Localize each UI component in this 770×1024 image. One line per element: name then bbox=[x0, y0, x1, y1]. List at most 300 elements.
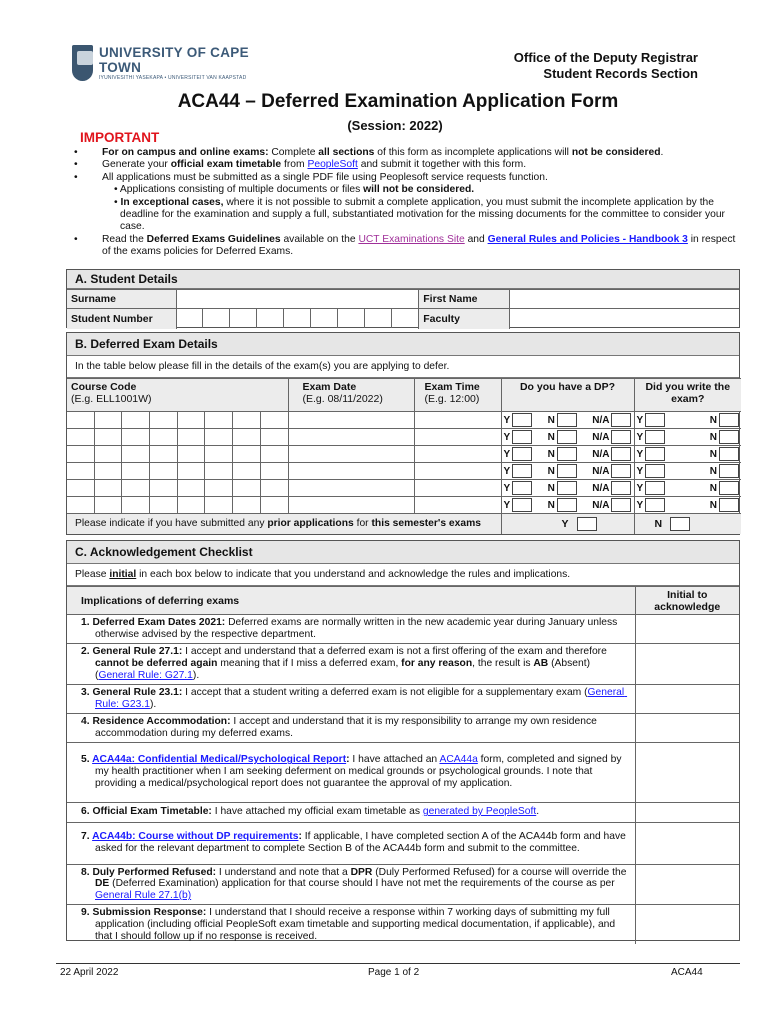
text-segment: Generate your bbox=[102, 159, 171, 171]
item-paragraph bbox=[73, 646, 631, 681]
wrote-option-group bbox=[637, 481, 740, 495]
course-code-char[interactable] bbox=[205, 480, 233, 496]
item-paragraph bbox=[73, 907, 631, 942]
item-paragraph bbox=[73, 831, 631, 855]
checkbox-wrote-no[interactable] bbox=[719, 447, 739, 461]
option-wrote-no bbox=[710, 430, 739, 444]
student-number-digit[interactable] bbox=[338, 309, 365, 328]
text-segment: (Duly Performed Refused) for a course will override the bbox=[372, 866, 630, 878]
checkbox-dp-yes[interactable] bbox=[512, 464, 532, 478]
option-label: N bbox=[547, 482, 555, 494]
text-segment: form, completed and signed by my health practitioner when I am seeking deferment on medical grounds or psychological grounds. I note that providing a medical/psychological report does not guarantee the approval of my application. bbox=[95, 754, 625, 789]
text-segment: For on campus and online exams: bbox=[102, 147, 269, 158]
exam-row bbox=[67, 412, 741, 429]
text-segment: where it is not possible to submit a complete application, you must submit the incomplete application by the deadline for the examination and supply a full, substantiated motivation for the missing documents for the committee to consider your case. bbox=[120, 196, 728, 233]
initial-box[interactable] bbox=[635, 615, 739, 644]
course-code-char[interactable] bbox=[205, 412, 233, 428]
option-dp-yes bbox=[504, 413, 533, 427]
text-segment: ). bbox=[192, 669, 200, 681]
initial-box[interactable] bbox=[635, 685, 739, 714]
wrote-option-group bbox=[637, 413, 740, 427]
course-code-char[interactable] bbox=[233, 429, 261, 445]
dp-option-group bbox=[504, 447, 632, 461]
important-list bbox=[66, 147, 746, 259]
checklist-item-text bbox=[67, 802, 635, 822]
student-number-field[interactable] bbox=[176, 309, 419, 329]
bullet-item bbox=[66, 172, 746, 184]
checkbox-wrote-no[interactable] bbox=[719, 430, 739, 444]
checkbox-wrote-no[interactable] bbox=[719, 481, 739, 495]
text-segment: I have attached my official exam timetable as bbox=[211, 806, 423, 818]
wrote-exam-options bbox=[634, 412, 741, 429]
option-dp-na bbox=[592, 464, 631, 478]
exam-date-field[interactable] bbox=[288, 412, 414, 429]
prior-no-cell bbox=[634, 514, 741, 534]
option-dp-no bbox=[548, 481, 577, 495]
text-segment: I understand that I should receive a response within 7 working days of submitting my full application (including official PeopleSoft exam timetable and supporting medical documentation, if applicable), and that I should follow up if no response is received. bbox=[95, 906, 618, 942]
checkbox-wrote-yes[interactable] bbox=[645, 447, 665, 461]
office-heading bbox=[514, 50, 698, 82]
option-label: N bbox=[709, 448, 717, 460]
text-segment: 2. General Rule 27.1: bbox=[81, 646, 183, 658]
checkbox-dp-no[interactable] bbox=[557, 430, 577, 444]
text-segment: In exceptional cases, bbox=[120, 196, 224, 208]
option-wrote-no bbox=[710, 413, 739, 427]
option-wrote-yes bbox=[637, 498, 666, 512]
checkbox-dp-yes[interactable] bbox=[512, 447, 532, 461]
text-segment: not be considered bbox=[571, 147, 661, 158]
course-code-char[interactable] bbox=[205, 463, 233, 479]
sub-bullet-item bbox=[66, 197, 746, 234]
section-deferred-exam-details bbox=[66, 332, 740, 535]
option-label: Y bbox=[636, 465, 644, 477]
link[interactable]: General Rule: G23.1 bbox=[95, 687, 628, 710]
student-number-digit[interactable] bbox=[230, 309, 257, 328]
wrote-exam-options bbox=[634, 480, 741, 497]
course-code-char[interactable] bbox=[178, 429, 206, 445]
course-code-char[interactable] bbox=[95, 429, 123, 445]
text-segment: DPR bbox=[350, 866, 373, 878]
exam-time-field[interactable] bbox=[414, 412, 501, 429]
wrote-exam-options bbox=[634, 497, 741, 514]
option-label: Y bbox=[503, 465, 511, 477]
link[interactable]: ACA44a bbox=[439, 754, 478, 766]
checkbox-wrote-yes[interactable] bbox=[645, 464, 665, 478]
course-code-char[interactable] bbox=[67, 480, 95, 496]
initial-box[interactable] bbox=[635, 822, 739, 864]
bullet-item bbox=[66, 159, 746, 171]
exam-date-field[interactable] bbox=[288, 463, 414, 480]
text-segment: and bbox=[464, 233, 488, 245]
prior-applications-question bbox=[67, 514, 501, 534]
initial-box[interactable] bbox=[635, 904, 739, 944]
dp-options bbox=[501, 480, 634, 497]
option-dp-no bbox=[548, 447, 577, 461]
link[interactable]: General Rule: G27.1 bbox=[98, 669, 193, 681]
text-segment: in respect of the exams policies for Deferred Exams. bbox=[102, 233, 739, 258]
checklist-item-text bbox=[67, 685, 635, 714]
wrote-exam-options bbox=[634, 429, 741, 446]
course-code-char[interactable] bbox=[67, 446, 95, 462]
checkbox-prior-yes[interactable] bbox=[577, 517, 597, 531]
link[interactable]: generated by PeopleSoft bbox=[422, 806, 537, 818]
section-b-instruction: In the table below please fill in the details of the exam(s) you are applying to defer. bbox=[67, 356, 739, 378]
course-code-char[interactable] bbox=[122, 412, 150, 428]
page-footer bbox=[56, 963, 740, 978]
checkbox-wrote-no[interactable] bbox=[719, 464, 739, 478]
section-c-instruction bbox=[67, 564, 739, 586]
checkbox-dp-na[interactable] bbox=[611, 498, 631, 512]
option-label: Y bbox=[503, 448, 511, 460]
text-segment: , the result is bbox=[472, 658, 534, 670]
initial-box[interactable] bbox=[635, 864, 739, 904]
text-segment: will not be considered. bbox=[363, 184, 475, 196]
wrote-exam-options bbox=[634, 446, 741, 463]
option-label: N/A bbox=[592, 448, 610, 460]
exam-time-hint: (E.g. 12:00) bbox=[424, 393, 480, 405]
text-segment: AB bbox=[533, 658, 549, 670]
text-segment: Please bbox=[75, 569, 110, 580]
checklist-item bbox=[67, 742, 739, 802]
surname-field[interactable] bbox=[176, 290, 419, 309]
student-number-digit[interactable] bbox=[203, 309, 230, 328]
course-code-char[interactable] bbox=[122, 497, 150, 513]
initial-box[interactable] bbox=[635, 802, 739, 822]
course-code-char[interactable] bbox=[122, 446, 150, 462]
student-number-digit[interactable] bbox=[392, 309, 418, 328]
option-dp-yes bbox=[504, 464, 533, 478]
course-code-field[interactable] bbox=[67, 497, 288, 514]
course-code-char[interactable] bbox=[67, 463, 95, 479]
checklist-item bbox=[67, 904, 739, 944]
link[interactable]: General Rules and Policies - Handbook 3 bbox=[487, 233, 688, 245]
course-code-char[interactable] bbox=[95, 497, 123, 513]
checkbox-wrote-no[interactable] bbox=[719, 413, 739, 427]
text-segment: 3. General Rule 23.1: bbox=[81, 687, 183, 699]
initial-box[interactable] bbox=[635, 644, 739, 685]
course-code-char[interactable] bbox=[178, 480, 206, 496]
exam-row bbox=[67, 463, 741, 480]
bullet-item bbox=[66, 234, 746, 259]
checklist-item bbox=[67, 802, 739, 822]
checkbox-wrote-yes[interactable] bbox=[645, 481, 665, 495]
first-name-field[interactable] bbox=[510, 290, 739, 309]
course-code-char[interactable] bbox=[178, 497, 206, 513]
text-segment: in each box below to indicate that you understand and acknowledge the rules and implications. bbox=[136, 569, 571, 580]
course-code-char[interactable] bbox=[205, 429, 233, 445]
course-code-char[interactable] bbox=[261, 497, 288, 513]
student-number-digit[interactable] bbox=[311, 309, 338, 328]
checkbox-wrote-yes[interactable] bbox=[645, 430, 665, 444]
checkbox-dp-yes[interactable] bbox=[512, 430, 532, 444]
option-label: Y bbox=[503, 482, 511, 494]
course-code-char[interactable] bbox=[122, 480, 150, 496]
text-segment: I accept that a student writing a deferred exam is not eligible for a supplementary exam ( bbox=[182, 687, 588, 699]
checkbox-dp-yes[interactable] bbox=[512, 481, 532, 495]
checkbox-dp-yes[interactable] bbox=[512, 498, 532, 512]
link[interactable]: General Rule 27.1(b) bbox=[95, 890, 192, 902]
exam-date-field[interactable] bbox=[288, 480, 414, 497]
student-number-digit[interactable] bbox=[284, 309, 311, 328]
exam-row bbox=[67, 429, 741, 446]
course-code-char[interactable] bbox=[150, 429, 178, 445]
exam-date-field[interactable] bbox=[288, 429, 414, 446]
course-code-char[interactable] bbox=[178, 463, 206, 479]
text-segment: 1. Deferred Exam Dates 2021: bbox=[81, 617, 226, 629]
footer-form-code: ACA44 bbox=[671, 967, 703, 978]
course-code-char[interactable] bbox=[95, 463, 123, 479]
checklist-item-text bbox=[67, 864, 635, 904]
course-code-char[interactable] bbox=[95, 412, 123, 428]
wrote-option-group bbox=[637, 464, 740, 478]
course-code-char[interactable] bbox=[67, 412, 95, 428]
course-code-char[interactable] bbox=[67, 497, 95, 513]
course-code-char[interactable] bbox=[95, 480, 123, 496]
course-code-char[interactable] bbox=[67, 429, 95, 445]
checklist-item-text bbox=[67, 644, 635, 685]
checklist-item-text bbox=[67, 904, 635, 944]
course-code-hint: (E.g. ELL1001W) bbox=[71, 393, 152, 405]
prior-yes-cell bbox=[501, 514, 634, 534]
option-dp-yes bbox=[504, 498, 533, 512]
option-label: N bbox=[709, 482, 717, 494]
course-code-char[interactable] bbox=[261, 412, 288, 428]
option-wrote-yes bbox=[637, 464, 666, 478]
col-initial: Initial to acknowledge bbox=[635, 587, 739, 615]
exam-row bbox=[67, 497, 741, 514]
course-code-char[interactable] bbox=[205, 497, 233, 513]
text-segment: ). bbox=[149, 699, 157, 710]
text-segment: DE bbox=[95, 878, 110, 890]
text-segment: • bbox=[114, 196, 121, 208]
option-label: N bbox=[709, 431, 717, 443]
option-wrote-yes bbox=[637, 481, 666, 495]
exam-time-field[interactable] bbox=[414, 429, 501, 446]
course-code-field[interactable] bbox=[67, 412, 288, 429]
option-wrote-yes bbox=[637, 430, 666, 444]
faculty-field[interactable] bbox=[510, 309, 739, 329]
option-label: Y bbox=[503, 414, 511, 426]
option-label: N bbox=[547, 431, 555, 443]
option-label: N bbox=[547, 465, 555, 477]
text-segment: I understand and note that a bbox=[216, 866, 351, 878]
course-code-char[interactable] bbox=[150, 480, 178, 496]
student-number-digit[interactable] bbox=[365, 309, 392, 328]
course-code-char[interactable] bbox=[233, 412, 261, 428]
option-label: N bbox=[547, 499, 555, 511]
checkbox-wrote-no[interactable] bbox=[719, 498, 739, 512]
checklist-item-text bbox=[67, 714, 635, 743]
checkbox-dp-no[interactable] bbox=[557, 413, 577, 427]
course-code-char[interactable] bbox=[122, 429, 150, 445]
option-label: Y bbox=[636, 431, 644, 443]
option-wrote-yes bbox=[637, 447, 666, 461]
course-code-char[interactable] bbox=[261, 446, 288, 462]
student-number-label: Student Number bbox=[67, 309, 176, 329]
option-label: N bbox=[547, 414, 555, 426]
text-segment: If applicable, I have completed section A of the ACA44b form and have asked for the relevant department to complete Section B of the ACA44b form and submit to the committee. bbox=[95, 831, 629, 855]
course-code-char[interactable] bbox=[122, 463, 150, 479]
option-dp-yes bbox=[504, 430, 533, 444]
checklist-item bbox=[67, 822, 739, 864]
col-implications: Implications of deferring exams bbox=[67, 587, 635, 615]
option-label: Y bbox=[636, 448, 644, 460]
footer-date: 22 April 2022 bbox=[60, 967, 119, 978]
link[interactable]: UCT Examinations Site bbox=[358, 233, 465, 245]
option-label: N bbox=[709, 499, 717, 511]
option-dp-no bbox=[548, 464, 577, 478]
checkbox-dp-no[interactable] bbox=[557, 464, 577, 478]
text-segment: 8. Duly Performed Refused: bbox=[81, 866, 217, 878]
text-segment: I accept and understand that it is my responsibility to arrange my own residence accommodation during my deferred exams. bbox=[95, 716, 600, 739]
course-code-char[interactable] bbox=[233, 480, 261, 496]
checkbox-prior-no[interactable] bbox=[670, 517, 690, 531]
faculty-label: Faculty bbox=[419, 309, 510, 329]
exam-time-field[interactable] bbox=[414, 497, 501, 514]
course-code-char[interactable] bbox=[150, 446, 178, 462]
checklist-item bbox=[67, 714, 739, 743]
exam-date-field[interactable] bbox=[288, 446, 414, 463]
option-label: N/A bbox=[592, 499, 610, 511]
checkbox-wrote-yes[interactable] bbox=[645, 498, 665, 512]
option-dp-na bbox=[592, 498, 631, 512]
text-segment: All applications must be submitted as a single PDF file using Peoplesoft service requests function. bbox=[102, 171, 548, 183]
text-segment: Deferred exams are normally written in the new academic year during January unless otherwise advised by the respective department. bbox=[95, 617, 621, 640]
course-code-char[interactable] bbox=[150, 463, 178, 479]
course-code-field[interactable] bbox=[67, 429, 288, 446]
dp-option-group bbox=[504, 498, 632, 512]
option-dp-yes bbox=[504, 481, 533, 495]
option-label: Y bbox=[503, 499, 511, 511]
course-code-char[interactable] bbox=[233, 446, 261, 462]
text-segment: Read the bbox=[102, 233, 147, 245]
course-code-char[interactable] bbox=[205, 446, 233, 462]
text-segment: : bbox=[346, 754, 350, 766]
checkbox-wrote-yes[interactable] bbox=[645, 413, 665, 427]
link[interactable]: ACA44b: Course without DP requirements bbox=[92, 831, 299, 843]
course-code-char[interactable] bbox=[261, 463, 288, 479]
surname-label: Surname bbox=[67, 290, 176, 309]
col-exam-date bbox=[288, 379, 414, 412]
student-number-digit[interactable] bbox=[257, 309, 284, 328]
checkbox-dp-no[interactable] bbox=[557, 481, 577, 495]
option-label: N/A bbox=[592, 465, 610, 477]
item-paragraph bbox=[73, 806, 631, 818]
option-label: Y bbox=[561, 517, 569, 530]
important-heading: IMPORTANT bbox=[80, 130, 160, 145]
initial-box[interactable] bbox=[635, 742, 739, 802]
course-code-field[interactable] bbox=[67, 480, 288, 497]
checkbox-dp-na[interactable] bbox=[611, 464, 631, 478]
text-segment: Deferred Exams Guidelines bbox=[146, 233, 281, 245]
option-label: Y bbox=[503, 431, 511, 443]
option-dp-no bbox=[548, 430, 577, 444]
dp-options bbox=[501, 497, 634, 514]
option-wrote-no bbox=[710, 498, 739, 512]
section-c-title: C. Acknowledgement Checklist bbox=[67, 541, 739, 564]
section-student-details bbox=[66, 269, 740, 328]
option-prior-no bbox=[655, 517, 738, 531]
initial-box[interactable] bbox=[635, 714, 739, 743]
exam-row bbox=[67, 480, 741, 497]
checklist-item bbox=[67, 615, 739, 644]
text-segment: for any reason bbox=[401, 658, 473, 670]
course-code-char[interactable] bbox=[150, 412, 178, 428]
item-paragraph bbox=[73, 867, 631, 902]
option-label: Y bbox=[636, 482, 644, 494]
option-label: N bbox=[654, 517, 663, 530]
wrote-option-group bbox=[637, 430, 740, 444]
option-dp-yes bbox=[504, 447, 533, 461]
course-code-char[interactable] bbox=[233, 497, 261, 513]
checklist-item-text bbox=[67, 822, 635, 864]
course-code-char[interactable] bbox=[178, 446, 206, 462]
checklist-item bbox=[67, 644, 739, 685]
checklist-item-text bbox=[67, 615, 635, 644]
option-label: N/A bbox=[592, 431, 610, 443]
option-label: N/A bbox=[592, 482, 610, 494]
checklist-item-text bbox=[67, 742, 635, 802]
link[interactable]: PeopleSoft bbox=[307, 159, 358, 171]
course-code-char[interactable] bbox=[178, 412, 206, 428]
option-wrote-no bbox=[710, 464, 739, 478]
exam-time-field[interactable] bbox=[414, 480, 501, 497]
course-code-field[interactable] bbox=[67, 463, 288, 480]
link[interactable]: ACA44a: Confidential Medical/Psychological Report bbox=[92, 754, 347, 766]
course-code-char[interactable] bbox=[233, 463, 261, 479]
text-segment: (Absent) ( bbox=[95, 658, 593, 681]
checkbox-dp-no[interactable] bbox=[557, 447, 577, 461]
option-dp-no bbox=[548, 498, 577, 512]
course-code-char[interactable] bbox=[95, 446, 123, 462]
text-segment: Please indicate if you have submitted any bbox=[75, 518, 268, 530]
checkbox-dp-na[interactable] bbox=[611, 430, 631, 444]
wrote-option-group bbox=[637, 498, 740, 512]
checkbox-dp-na[interactable] bbox=[611, 481, 631, 495]
text-segment: available on the bbox=[280, 233, 359, 245]
logo-line2: IYUNIVESITHI YASEKAPA • UNIVERSITEIT VAN KAAPSTAD bbox=[98, 75, 247, 81]
section-a-title: A. Student Details bbox=[67, 270, 739, 289]
text-segment: meaning that if I miss a deferred exam, bbox=[217, 658, 402, 670]
text-segment: 9. Submission Response: bbox=[81, 906, 207, 918]
exam-time-field[interactable] bbox=[414, 446, 501, 463]
text-segment: • Applications consisting of multiple documents or files bbox=[114, 184, 364, 196]
option-wrote-no bbox=[710, 447, 739, 461]
course-code-char[interactable] bbox=[261, 429, 288, 445]
page-title: ACA44 – Deferred Examination Application Form bbox=[177, 91, 619, 112]
option-wrote-no bbox=[710, 481, 739, 495]
office-line2: Student Records Section bbox=[543, 66, 698, 81]
session-label: (Session: 2022) bbox=[347, 118, 443, 133]
student-number-digit[interactable] bbox=[177, 309, 204, 328]
checkbox-dp-na[interactable] bbox=[611, 413, 631, 427]
exam-time-field[interactable] bbox=[414, 463, 501, 480]
exam-date-field[interactable] bbox=[288, 497, 414, 514]
section-b-title: B. Deferred Exam Details bbox=[67, 333, 739, 356]
col-course-code bbox=[67, 379, 288, 412]
course-code-char[interactable] bbox=[150, 497, 178, 513]
course-code-char[interactable] bbox=[261, 480, 288, 496]
checkbox-dp-na[interactable] bbox=[611, 447, 631, 461]
checkbox-dp-yes[interactable] bbox=[512, 413, 532, 427]
course-code-field[interactable] bbox=[67, 446, 288, 463]
option-label: N bbox=[547, 448, 555, 460]
text-segment: I have attached an bbox=[349, 754, 440, 766]
text-segment: of this form as incomplete applications will bbox=[374, 147, 572, 158]
option-label: N bbox=[709, 465, 717, 477]
logo-line1: UNIVERSITY OF CAPE TOWN bbox=[98, 45, 249, 75]
checkbox-dp-no[interactable] bbox=[557, 498, 577, 512]
